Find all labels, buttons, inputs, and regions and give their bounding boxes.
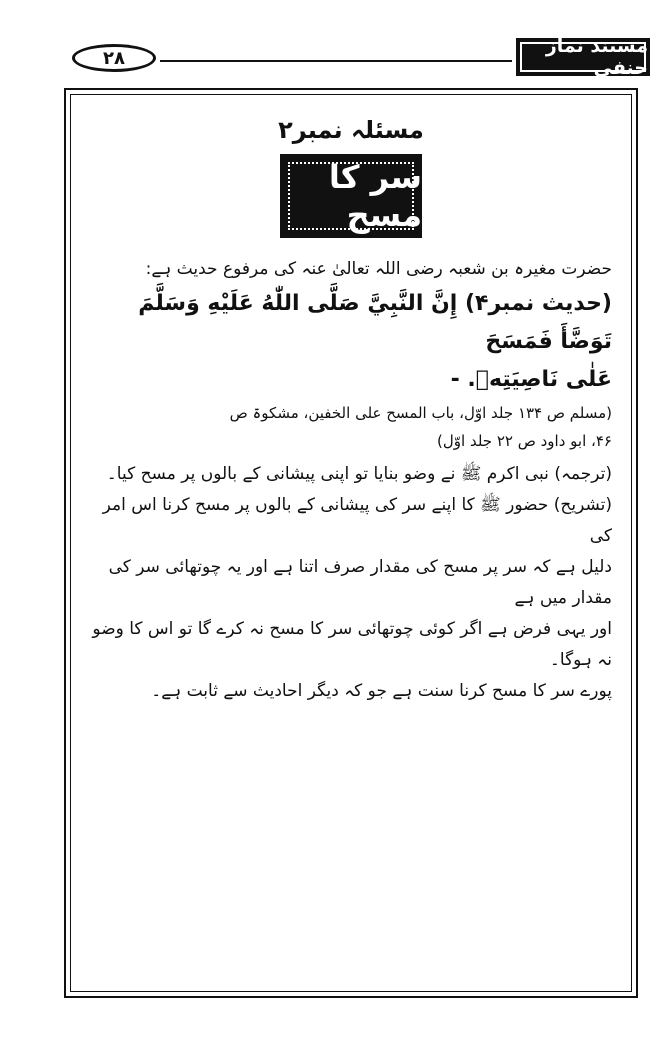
reference-line-1: (مسلم ص ۱۳۴ جلد اوّل، باب المسح علی الخفین، مشکوۃ ص — [229, 404, 612, 422]
intro-text: حضرت مغیرہ بن شعبہ رضی اللہ تعالیٰ عنہ کی مرفوع حدیث ہے: — [145, 259, 612, 279]
explanation-line-1: (تشریح) حضور ﷺ کا اپنے سر کی پیشانی کے بالوں پر مسح کرنا اس امر کی — [102, 495, 612, 546]
section-title: سر کا مسح — [280, 154, 422, 238]
explanation-line-3: اور یہی فرض ہے اگر کوئی چوتھائی سر کا مسح نہ کرے گا تو اس کا وضو نہ ہوگا۔ — [92, 619, 612, 670]
conclusion-text: پورے سر کا مسح کرنا سنت ہے جو کہ دیگر احادیث سے ثابت ہے۔ — [151, 681, 612, 701]
explanation-line-2: دلیل ہے کہ سر پر مسح کی مقدار صرف اتنا ہے اور یہ چوتھائی سر کی مقدار میں ہے — [108, 557, 612, 608]
hadith-line-2: عَلٰى نَاصِيَتِهٖ. - — [450, 367, 612, 392]
section-title-wrap — [90, 154, 612, 238]
reference-line-2: ۴۶، ابو داود ص ۲۲ جلد اوّل) — [437, 432, 612, 450]
page-number: ۲۸ — [72, 44, 156, 72]
book-title: مستند نماز حنفی — [516, 38, 650, 76]
header-rule — [160, 60, 512, 62]
masla-label: مسئلہ نمبر۲ — [278, 116, 424, 144]
translation-text: (ترجمہ) نبی اکرم ﷺ نے وضو بنایا تو اپنی پیشانی کے بالوں پر مسح کیا۔ — [106, 464, 612, 484]
hadith-line-1: (حدیث نمبر۴) إِنَّ النَّبِيَّ صَلَّى اللّٰهُ عَلَيْهِ وَسَلَّمَ تَوَضَّأَ فَمَسَحَ — [138, 291, 612, 354]
page-content — [90, 110, 612, 707]
